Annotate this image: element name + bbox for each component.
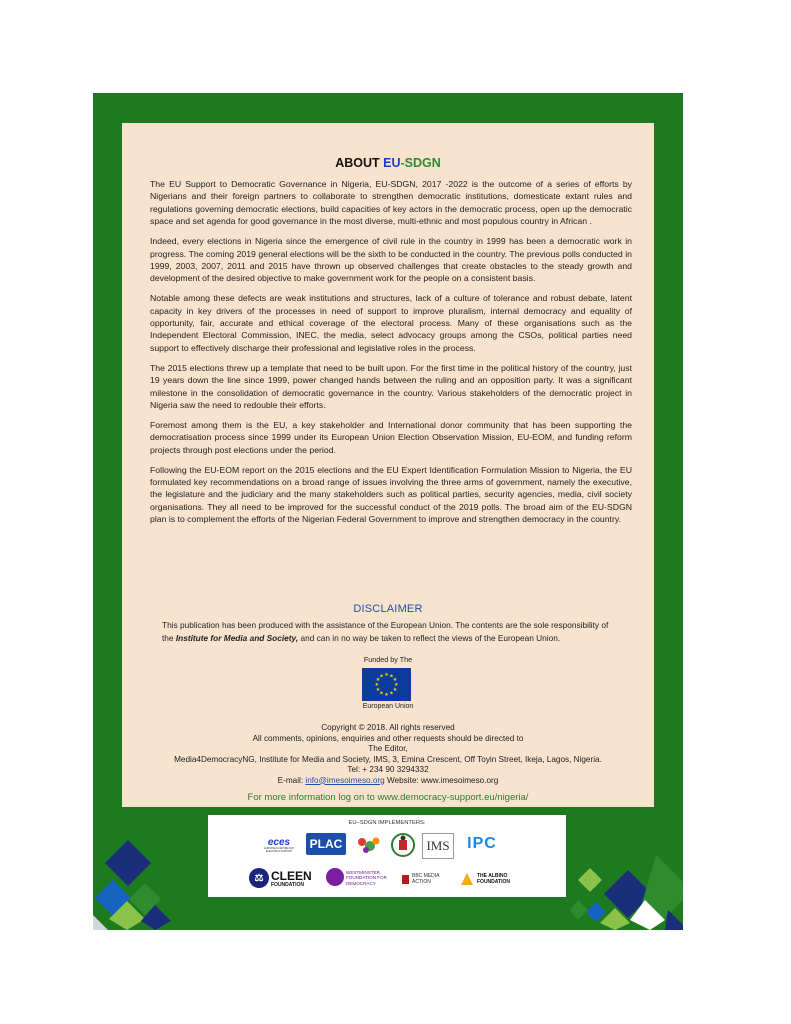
email-label: E-mail:	[277, 775, 306, 785]
ims-logo-text: IMS	[426, 838, 450, 853]
decorative-tiles-left	[93, 835, 183, 930]
about-title-sdgn: -SDGN	[400, 156, 441, 170]
svg-text:★: ★	[389, 673, 394, 680]
european-union-label: European Union	[362, 703, 414, 710]
about-paragraph-4: The 2015 elections threw up a template that need to be built upon. For the first time in the political history of the country, just 19 years down the line since 1999, power changed hands between the ruling and an opposition party. It was a significant milestone in the consolidation of democratic governance in the country. Various stakeholders of the democratic project in Nigeria saw the need to redouble their efforts.	[150, 362, 632, 410]
coat-of-arms-logo	[390, 832, 416, 858]
bbc-logo-text: BBC MEDIA ACTION	[412, 873, 440, 885]
svg-text:★: ★	[392, 677, 398, 683]
svg-text:★: ★	[375, 677, 381, 683]
implementers-box	[208, 815, 566, 897]
justice-icon: ⚖	[249, 868, 269, 888]
about-paragraph-5: Foremost among them is the EU, a key stakeholder and International donor community that has been supporting the democratisation process since 1999 under its European Union Election Observation Mission, EU-EOM, and funding reform projects through post elections under the period.	[150, 419, 632, 455]
albino-icon	[460, 872, 474, 886]
about-body	[150, 178, 632, 533]
disclaimer-text-after: and can in no way be taken to reflect the views of the European Union.	[298, 633, 561, 643]
about-paragraph-6: Following the EU-EOM report on the 2015 elections and the EU Expert Identification Formulation Mission to Nigeria, the EU formulated key recommendations on a broad range of issues involving the three arms of government, namely the executive, the legislature and the judiciary and the many stakeholders such as political parties, security agencies, media, civil society organisations. They all need to be improved for the successful conduct of the 2019 polls. The broad aim of the EU-SDGN plan is to complement the efforts of the Nigerian Federal Government to improve and strengthen democracy in the country.	[150, 464, 632, 525]
implementers-title: EU–SDGN IMPLEMENTERS:	[348, 820, 426, 826]
about-paragraph-1: The EU Support to Democratic Governance in Nigeria, EU-SDGN, 2017 -2022 is the outcome of a series of efforts by Nigerians and their foreign partners to collaborate to strengthen democratic institutions, domesticate extant rules and regulations governing democratic elections, build capacities of key actors in the democratic process, open up the democratic space and set agenda for good governance in the most diverse, multi-ethnic and most populous country in African .	[150, 179, 632, 227]
africa-logo	[354, 834, 384, 856]
svg-text:★: ★	[389, 690, 394, 697]
about-title-eu: EU	[383, 156, 401, 170]
about-paragraph-3: Notable among these defects are weak institutions and structures, lack of a culture of tolerance and robust debate, latent capacity in key drivers of the processes in need of support to improve pluralism, internal democracy and equality of opportunity, fair, accurate and ethical coverage of the electoral process. Many of these organisations such as the Independent Electoral Commission, INEC, the media, select advocacy groups among the CSOs, political parties need support to effectively discharge their professional and legislative roles in the process.	[150, 293, 632, 353]
svg-text:★: ★	[384, 672, 389, 678]
svg-text:★: ★	[392, 687, 398, 693]
wfd-logo-text: WESTMINSTER FOUNDATION FOR DEMOCRACY	[346, 869, 388, 886]
wfd-icon	[326, 868, 344, 886]
plac-logo-text: PLAC	[309, 837, 343, 851]
cleen-logo-subtext: FOUNDATION	[271, 881, 304, 888]
editor-label: The Editor,	[368, 744, 408, 753]
email-website-line	[122, 776, 654, 787]
albino-logo	[460, 867, 520, 891]
svg-text:★: ★	[394, 682, 399, 688]
eces-logo-text: eces	[267, 836, 291, 848]
disclaimer-text-before: This publication has been produced with the assistance of the European Union. The contents are the sole responsibility of the	[162, 620, 609, 643]
cleen-logo-text: CLEEN	[271, 868, 312, 883]
svg-text:★: ★	[379, 673, 384, 680]
wfd-logo	[346, 867, 398, 889]
cleen-logo	[271, 868, 321, 890]
eu-flag-icon	[362, 668, 411, 701]
plac-logo	[306, 833, 346, 855]
eces-logo	[258, 832, 300, 858]
funded-by-label: Funded by The	[363, 655, 413, 664]
email-link[interactable]: info@imesoimeso.org	[305, 775, 385, 785]
more-info-link[interactable]: For more information log on to www.democracy-support.eu/nigeria/	[247, 792, 529, 803]
phone-line: Tel: + 234 90 3294332	[347, 765, 429, 774]
decorative-tiles-right	[570, 840, 683, 930]
ipc-logo	[458, 832, 506, 856]
address-line: Media4DemocracyNG, Institute for Media and Society, IMS, 3, Emina Crescent, Off Toyin Street, Ikeja, Lagos, Nigeria.	[174, 754, 602, 764]
ims-logo	[422, 833, 454, 859]
svg-text:★: ★	[375, 687, 381, 693]
disclaimer-title: DISCLAIMER	[353, 603, 423, 615]
albino-logo-text: THE ALBINO FOUNDATION	[477, 873, 510, 885]
svg-text:★: ★	[379, 690, 384, 697]
copyright-line: Copyright © 2018. All rights reserved	[321, 723, 455, 732]
about-title-prefix: ABOUT	[335, 156, 384, 170]
bbc-mark	[402, 875, 409, 884]
about-paragraph-2: Indeed, every elections in Nigeria since the emergence of civil rule in the country in 1999 has been a democratic work in progress. The coming 2019 general elections will be the sixth to be conducted in the country. The previous polls conducted in 1999, 2003, 2007, 2011 and 2015 have thrown up observed challenges that create obstacles to the steady growth and development of the desired objective to make government work for the people on a consistent basis.	[150, 236, 632, 284]
copyright-block	[122, 723, 654, 786]
svg-text:★: ★	[384, 692, 389, 698]
bbc-logo	[402, 868, 454, 890]
website-text: Website: www.imesoimeso.org	[384, 775, 499, 785]
about-title	[122, 156, 654, 170]
svg-text:★: ★	[374, 682, 379, 688]
eces-logo-subtext: EUROPEAN CENTRE FOR ELECTORAL SUPPORT	[264, 846, 294, 853]
about-panel	[122, 123, 654, 807]
contact-instruction: All comments, opinions, enquiries and other requests should be directed to	[252, 733, 524, 743]
disclaimer-text-bold: Institute for Media and Society,	[175, 633, 299, 643]
ipc-logo-text: IPC	[467, 835, 497, 852]
disclaimer-text	[162, 619, 609, 645]
